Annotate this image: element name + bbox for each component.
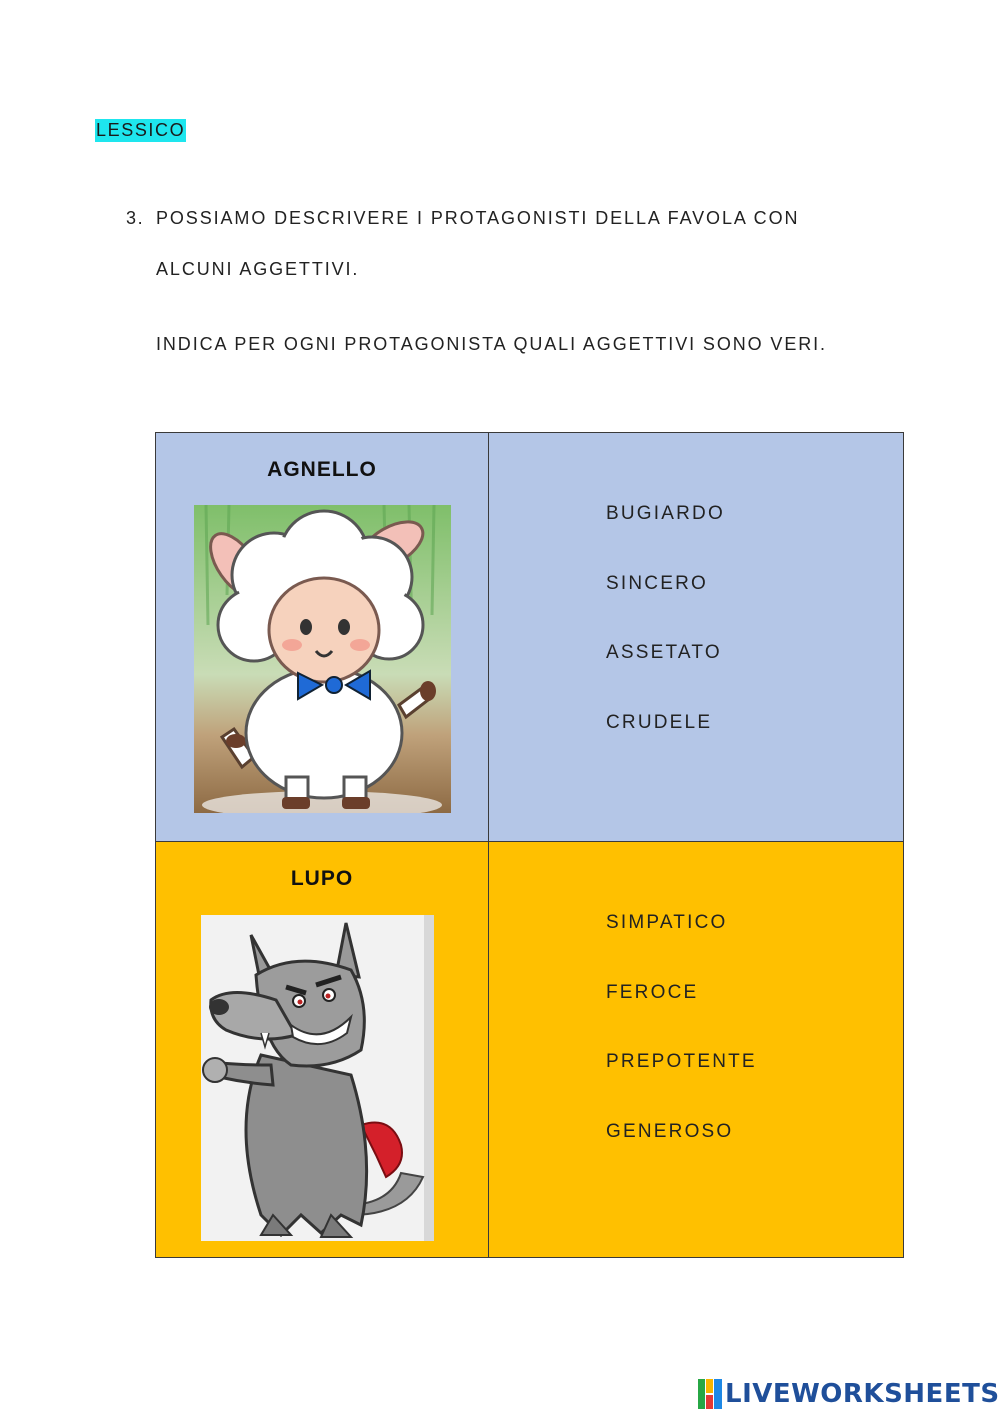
table-row-wolf	[156, 841, 903, 1257]
wolf-illustration	[201, 915, 434, 1241]
adjective-option[interactable]: FEROCE	[606, 981, 699, 1003]
adjective-option[interactable]: PREPOTENTE	[606, 1051, 757, 1072]
adjective-option[interactable]: GENEROSO	[606, 1120, 734, 1142]
adjective-list-wolf	[606, 912, 757, 1190]
liveworksheets-brand	[698, 1374, 1000, 1414]
characters-table	[155, 432, 904, 1258]
question-text-line-2: ALCUNI AGGETTIVI.	[156, 259, 360, 279]
adjective-option[interactable]: CRUDELE	[606, 711, 713, 733]
question-instruction: INDICA PER OGNI PROTAGONISTA QUALI AGGETTIVI SONO VERI.	[156, 334, 827, 354]
character-name-wolf: LUPO	[290, 867, 354, 890]
brand-name: LIVEWORKSHEETS	[725, 1379, 1000, 1409]
adjective-list-lamb	[606, 503, 725, 781]
question-text-line-1: POSSIAMO DESCRIVERE I PROTAGONISTI DELLA FAVOLA CON	[156, 208, 800, 228]
lamb-illustration	[194, 505, 451, 813]
adjective-option[interactable]: SINCERO	[606, 572, 708, 594]
column-divider	[488, 433, 489, 841]
section-label: LESSICO	[96, 120, 186, 140]
column-divider	[488, 842, 489, 1257]
adjective-option[interactable]: ASSETATO	[606, 642, 722, 663]
adjective-option[interactable]: BUGIARDO	[606, 503, 725, 524]
adjective-option[interactable]: SIMPATICO	[606, 912, 728, 933]
liveworksheets-logo-icon	[698, 1379, 722, 1409]
question-number: 3.	[126, 208, 145, 228]
table-row-lamb	[156, 433, 903, 841]
character-name-lamb: AGNELLO	[267, 458, 377, 481]
